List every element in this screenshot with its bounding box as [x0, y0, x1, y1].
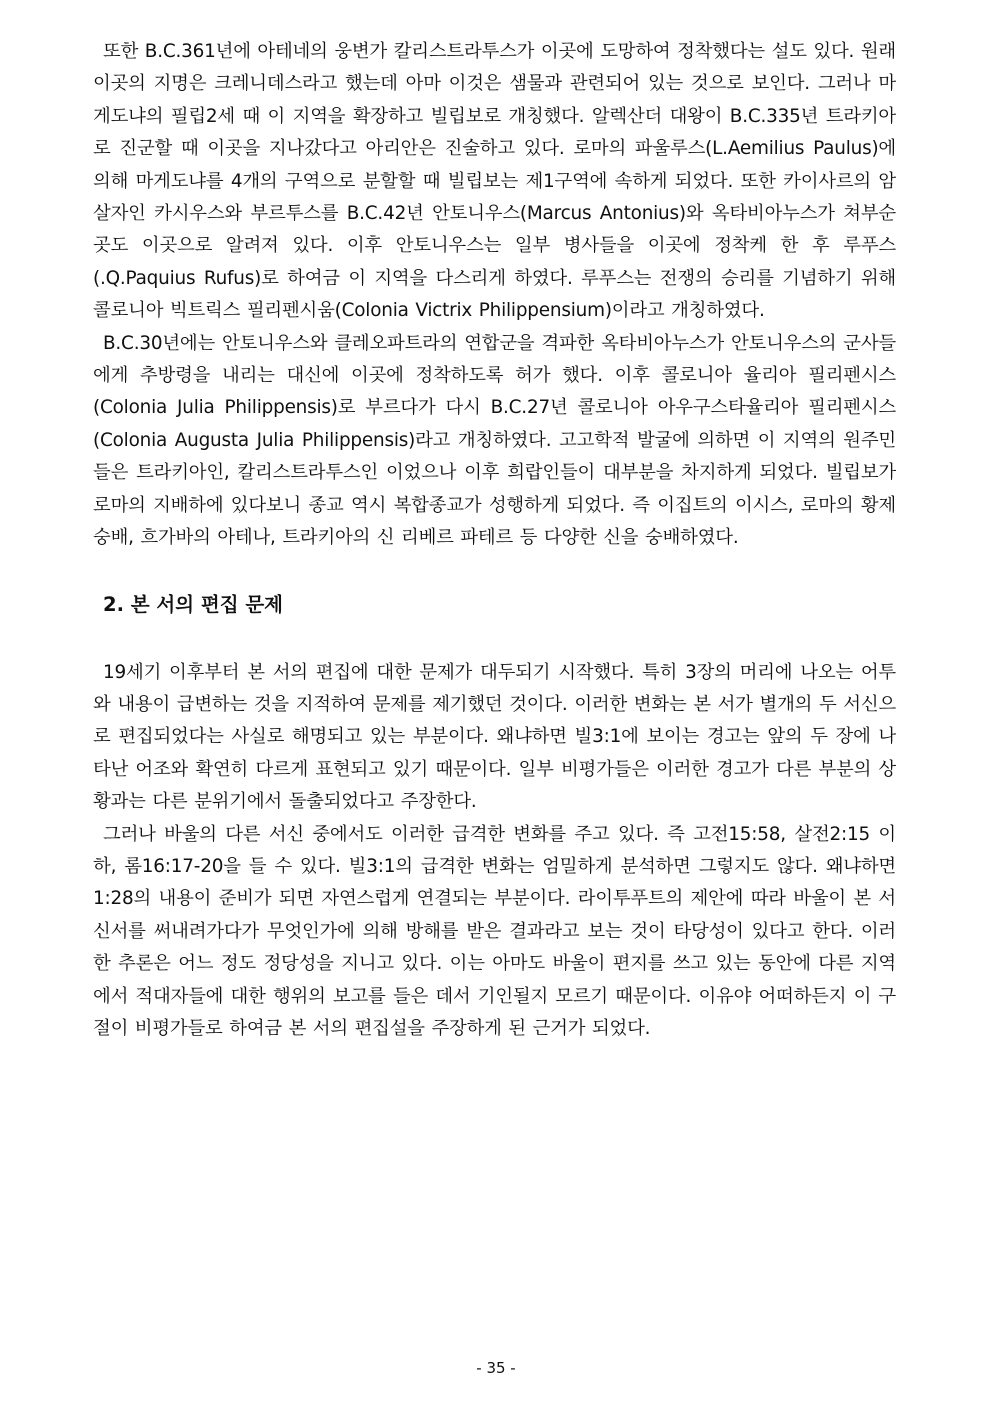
paragraph-editing-problem: 19세기 이후부터 본 서의 편집에 대한 문제가 대두되기 시작했다. 특히 3장의 머리에 나오는 어투와 내용이 급변하는 것을 지적하여 문제를 제기했던 것이다. 이러한 변화는 본 서가 별개의 두 서신으로 편집되었다는 사실로 해명되고 있는 부분이다. 왜냐하면 빌3:1에 보이는 경고는 앞의 두 장에 나타난 어조와 확연히 다르게 표현되고 있기 때문이다. 일부 비평가들은 이러한 경고가 다른 부분의 상황과는 다른 분위기에서 돌출되었다고 주장한다. — [93, 661, 896, 813]
paragraph-roman-colony: B.C.30년에는 안토니우스와 클레오파트라의 연합군을 격파한 옥타비아누스가 안토니우스의 군사들에게 추방령을 내리는 대신에 이곳에 정착하도록 허가 했다. 이후 콜로니아 율리아 필리펜시스(Colonia Julia Philippensis)로 부르다가 다시 B.C.27년 콜로니아 아우구스타율리아 필리펜시스(Colonia Augusta Julia Philippensis)라고 개칭하였다. 고고학적 발굴에 의하면 이 지역의 원주민들은 트라키아인, 칼리스트라투스인 이었으나 이후 희랍인들이 대부분을 차지하게 되었다. 빌립보가 로마의 지배하에 있다보니 종교 역시 복합종교가 성행하게 되었다. 즉 이집트의 이시스, 로마의 황제 숭배, 흐가바의 아테나, 트라키아의 신 리베르 파테르 등 다양한 신을 숭배하였다. — [93, 332, 896, 549]
section-heading: 2. 본 서의 편집 문제 — [103, 592, 283, 616]
paragraph-paul-letters: 그러나 바울의 다른 서신 중에서도 이러한 급격한 변화를 주고 있다. 즉 고전15:58, 살전2:15 이하, 롬16:17-20을 들 수 있다. 빌3:1의 급격한 변화는 엄밀하게 분석하면 그렇지도 않다. 왜냐하면 1:28의 내용이 준비가 되면 자연스럽게 연결되는 부분이다. 라이투푸트의 제안에 따라 바울이 본 서신서를 써내려가다가 무엇인가에 의해 방해를 받은 결과라고 보는 것이 타당성이 있다고 한다. 이러한 추론은 어느 정도 정당성을 지니고 있다. 이는 아마도 바울이 편지를 쓰고 있는 동안에 다른 지역에서 적대자들에 대한 행위의 보고를 들은 데서 기인될지 모르기 때문이다. 이유야 어떠하든지 이 구절이 비평가들로 하여금 본 서의 편집설을 주장하게 된 근거가 되었다. — [93, 823, 896, 1039]
page-number: - 35 - — [476, 1359, 516, 1377]
document-page — [93, 36, 896, 1045]
paragraph-philippi-history: 또한 B.C.361년에 아테네의 웅변가 칼리스트라투스가 이곳에 도망하여 정착했다는 설도 있다. 원래 이곳의 지명은 크레니데스라고 했는데 아마 이것은 샘물과 관련되어 있는 것으로 보인다. 그러나 마게도냐의 필립2세 때 이 지역을 확장하고 빌립보로 개칭했다. 알렉산더 대왕이 B.C.335년 트라키아로 진군할 때 이곳을 지나갔다고 아리안은 진술하고 있다. 로마의 파울루스(L.Aemilius Paulus)에 의해 마게도냐를 4개의 구역으로 분할할 때 빌립보는 제1구역에 속하게 되었다. 또한 카이사르의 암살자인 카시우스와 부르투스를 B.C.42년 안토니우스(Marcus Antonius)와 옥타비아누스가 쳐부순 곳도 이곳으로 알려져 있다. 이후 안토니우스는 일부 병사들을 이곳에 정착케 한 후 루푸스(.Q.Paquius Rufus)로 하여금 이 지역을 다스리게 하였다. 루푸스는 전쟁의 승리를 기념하기 위해 콜로니아 빅트릭스 필리펜시움(Colonia Victrix Philippensium)이라고 개칭하였다. — [93, 41, 896, 322]
